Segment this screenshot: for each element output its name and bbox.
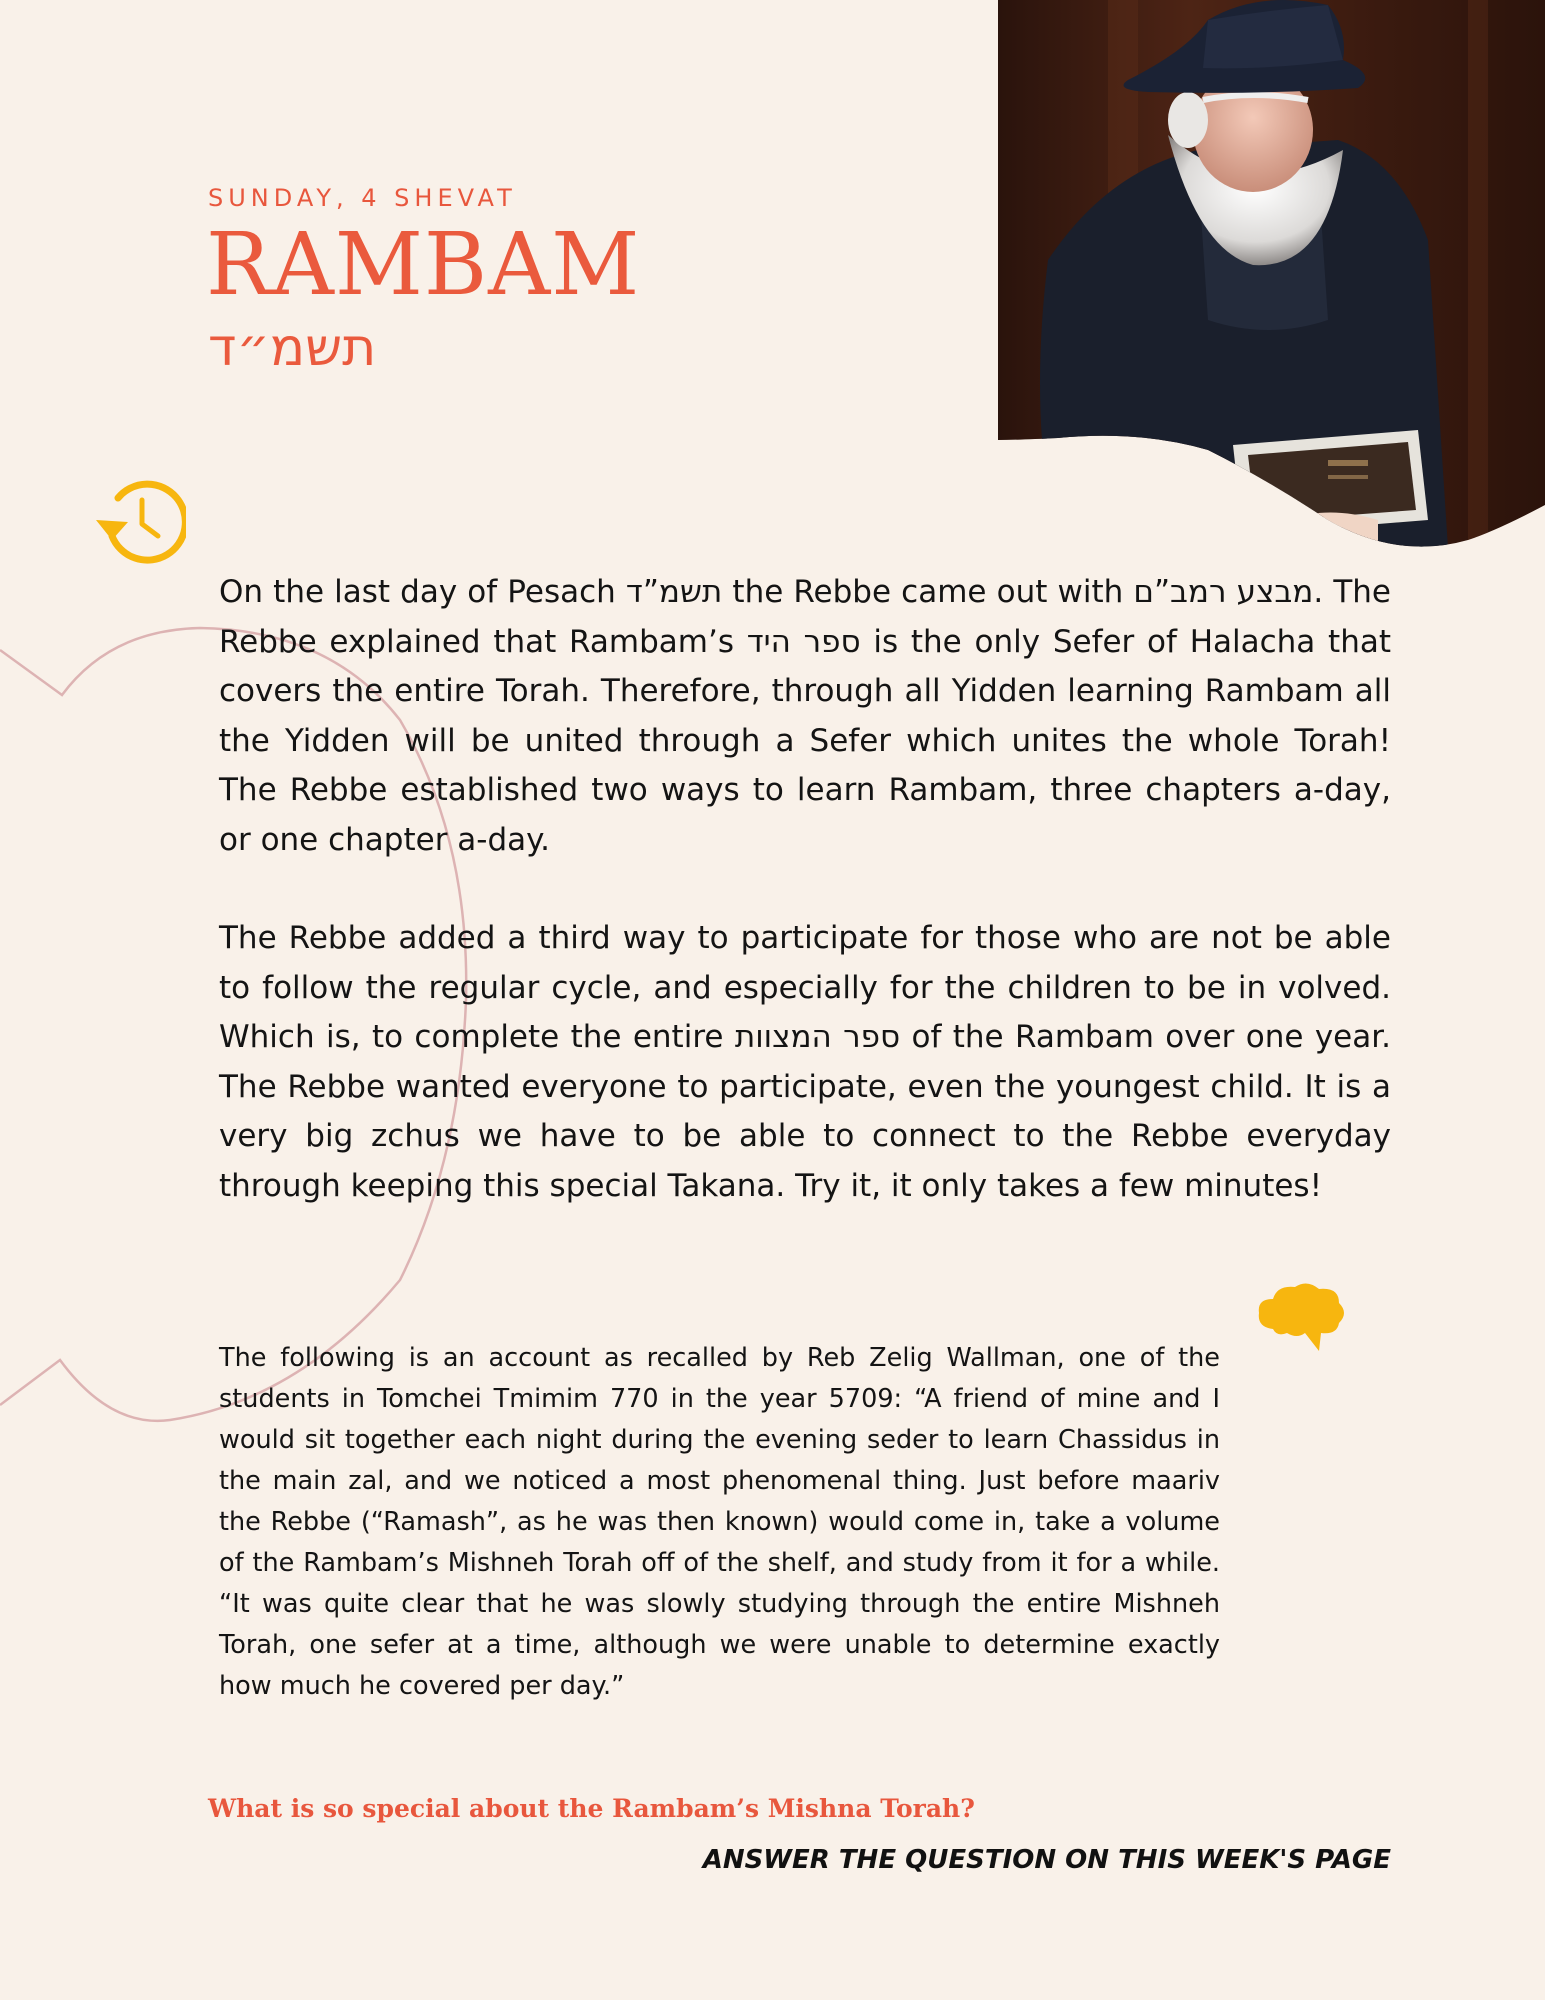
question-text: What is so special about the Rambam’s Mishna Torah?	[208, 1794, 975, 1823]
date-heading: SUNDAY, 4 SHEVAT	[208, 184, 517, 212]
hebrew-year: תשמ״ד	[208, 318, 377, 378]
speech-bubble-icon	[1255, 1281, 1347, 1355]
rebbe-photo	[998, 0, 1545, 548]
answer-prompt: ANSWER THE QUESTION ON THIS WEEK'S PAGE	[702, 1845, 1391, 1875]
page-title: RAMBAM	[206, 215, 641, 315]
intro-paragraph-2: The Rebbe added a third way to participate for those who are not be able to follow the regular cycle, and especially for the children to be in volved. Which is, to complete the entire ספר המצוות of the Rambam over one year. The Rebbe wanted everyone to participate, even the youngest child. It is a very big zchus we have to be able to connect to the Rebbe everyday through keeping this special Takana. Try it, it only takes a few minutes!	[219, 920, 1391, 1204]
history-clock-icon	[90, 478, 186, 568]
account-paragraph: The following is an account as recalled by Reb Zelig Wallman, one of the students in Tomchei Tmimim 770 in the year 5709: “A friend of mine and I would sit together each night during the evening seder to learn Chassidus in the main zal, and we noticed a most phenomenal thing. Just before maariv the Rebbe (“Ramash”, as he was then known) would come in, take a volume of the Rambam’s Mishneh Torah off of the shelf, and study from it for a while. “It was quite clear that he was slowly studying through the entire Mishneh Torah, one sefer at a time, although we were unable to determine exactly how much he covered per day.”	[219, 1343, 1220, 1701]
intro-paragraph-1: On the last day of Pesach תשמ”ד the Rebbe came out with מבצע רמב”ם. The Rebbe explained that Rambam’s ספר היד is the only Sefer of Halacha that covers the entire Torah. Therefore, through all Yidden learning Rambam all the Yidden will be united through a Sefer which unites the whole Torah! The Rebbe established two ways to learn Rambam, three chapters a-day, or one chapter a-day.	[219, 574, 1392, 858]
